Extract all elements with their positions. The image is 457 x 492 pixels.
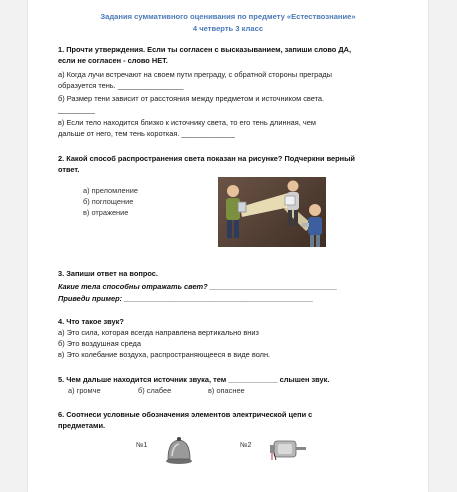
q2-option-refraction[interactable]: а) преломление — [83, 186, 138, 195]
item-label-2: №2 — [240, 442, 252, 449]
q1-prompt-line2: если не согласен - слово НЕТ. — [58, 56, 168, 65]
item-label-1: №1 — [136, 442, 148, 449]
q5-option-dangerous[interactable]: в) опаснее — [208, 386, 245, 395]
children-mirror-flashlight-picture — [218, 177, 326, 247]
q3-prompt: 3. Запиши ответ на вопрос. — [58, 269, 158, 278]
q2-option-reflection[interactable]: в) отражение — [83, 208, 129, 217]
q6-prompt-line2: предметами. — [58, 421, 106, 430]
q1-item-b-line1: б) Размер тени зависит от расстояния между предметом и источником света. — [58, 94, 325, 103]
q2-prompt-line2: ответ. — [58, 165, 80, 174]
q1-prompt-line1: 1. Прочти утверждения. Если ты согласен с высказыванием, запиши слово ДА, — [58, 45, 352, 54]
light-reflection-illustration — [218, 177, 326, 247]
q5-prompt: 5. Чем дальше находится источник звука, тем ____________ слышен звук. — [58, 375, 330, 384]
q2-option-absorption[interactable]: б) поглощение — [83, 197, 134, 206]
q4-option-a[interactable]: а) Это сила, которая всегда направлена вертикально вниз — [58, 328, 259, 337]
q5-option-louder[interactable]: а) громче — [68, 386, 101, 395]
worksheet-subtitle: 4 четверть 3 класс — [192, 24, 264, 33]
q2-prompt-line1: 2. Какой способ распространения света показан на рисунке? Подчеркни верный — [58, 154, 355, 163]
worksheet-title: Задания суммативного оценивания по предмету «Естествознание» — [100, 12, 356, 21]
q6-prompt-line1: 6. Соотнеси условные обозначения элементов электрической цепи с — [58, 410, 313, 419]
q1-item-c-line1: в) Если тело находится близко к источнику света, то его тень длинная, чем — [58, 118, 316, 127]
q4-option-b[interactable]: б) Это воздушная среда — [58, 339, 141, 348]
q3-example-line[interactable]: Приведи пример: ______________________________________________ — [58, 294, 314, 303]
electric-motor-icon — [268, 436, 308, 462]
q1-item-a-line1: а) Когда лучи встречают на своем пути преграду, с обратной стороны преграды — [58, 70, 332, 79]
q4-option-c[interactable]: в) Это колебание воздуха, распространяющееся в виде волн. — [58, 350, 271, 359]
q1-item-c-line2: дальше от него, тем тень короткая. _____________ — [58, 129, 235, 138]
q3-question-line[interactable]: Какие тела способны отражать свет? _______________________________ — [58, 282, 338, 291]
q5-option-weaker[interactable]: б) слабее — [138, 386, 172, 395]
electric-bell-icon — [162, 432, 196, 466]
q4-prompt: 4. Что такое звук? — [58, 317, 124, 326]
q1-item-a-line2: образуется тень. ________________ — [58, 81, 184, 90]
worksheet-page — [28, 0, 428, 492]
q1-item-b-line2: _________ — [58, 105, 95, 114]
